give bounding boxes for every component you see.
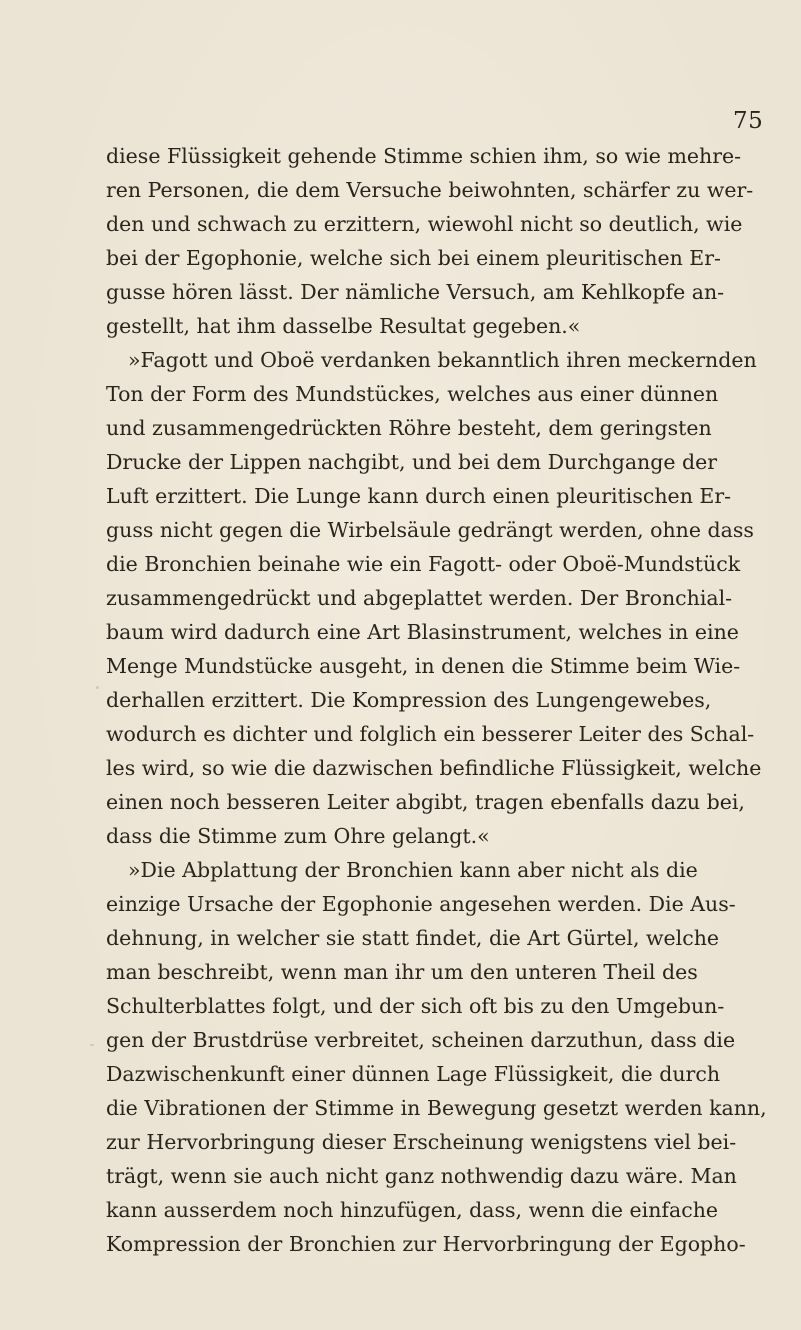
text-line: die Vibrationen der Stimme in Bewegung gesetzt werden kann,: [106, 1096, 767, 1120]
text-line: trägt, wenn sie auch nicht ganz nothwendig dazu wäre. Man: [106, 1164, 737, 1188]
text-line: gestellt, hat ihm dasselbe Resultat gegeben.«: [106, 314, 581, 338]
text-line: die Bronchien beinahe wie ein Fagott- oder Oboë-Mundstück: [106, 552, 741, 576]
text-line: »Die Abplattung der Bronchien kann aber nicht als die: [128, 858, 698, 882]
text-line: Dazwischenkunft einer dünnen Lage Flüssigkeit, die durch: [106, 1062, 721, 1086]
text-line: diese Flüssigkeit gehende Stimme schien ihm, so wie mehre-: [106, 144, 742, 168]
text-line: les wird, so wie die dazwischen befindliche Flüssigkeit, welche: [106, 756, 762, 780]
text-line: Drucke der Lippen nachgibt, und bei dem Durchgange der: [106, 450, 718, 474]
text-line: »Fagott und Oboë verdanken bekanntlich ihren meckernden: [128, 348, 757, 372]
text-line: einzige Ursache der Egophonie angesehen werden. Die Aus-: [106, 892, 736, 916]
text-line: dass die Stimme zum Ohre gelangt.«: [106, 824, 490, 848]
text-line: derhallen erzittert. Die Kompression des Lungengewebes,: [106, 688, 712, 712]
text-line: zusammengedrückt und abgeplattet werden. Der Bronchial-: [106, 586, 733, 610]
text-line: ren Personen, die dem Versuche beiwohnten, schärfer zu wer-: [106, 178, 754, 202]
text-line: Ton der Form des Mundstückes, welches aus einer dünnen: [106, 382, 719, 406]
text-line: bei der Egophonie, welche sich bei einem pleuritischen Er-: [106, 246, 721, 270]
text-line: dehnung, in welcher sie statt findet, die Art Gürtel, welche: [106, 926, 720, 950]
text-line: gen der Brustdrüse verbreitet, scheinen darzuthun, dass die: [106, 1028, 736, 1052]
body-text: [106, 139, 767, 1261]
text-line: Luft erzittert. Die Lunge kann durch einen pleuritischen Er-: [106, 484, 732, 508]
text-line: zur Hervorbringung dieser Erscheinung wenigstens viel bei-: [106, 1130, 737, 1154]
text-line: Kompression der Bronchien zur Hervorbringung der Egopho-: [106, 1232, 746, 1256]
text-line: baum wird dadurch eine Art Blasinstrument, welches in eine: [106, 620, 739, 644]
paper-speck: [96, 686, 99, 689]
text-line: einen noch besseren Leiter abgibt, tragen ebenfalls dazu bei,: [106, 790, 745, 814]
text-line: Schulterblattes folgt, und der sich oft bis zu den Umgebun-: [106, 994, 725, 1018]
text-line: man beschreibt, wenn man ihr um den unteren Theil des: [106, 960, 698, 984]
text-line: guss nicht gegen die Wirbelsäule gedrängt werden, ohne dass: [106, 518, 754, 542]
text-line: wodurch es dichter und folglich ein besserer Leiter des Schal-: [106, 722, 755, 746]
text-line: Menge Mundstücke ausgeht, in denen die Stimme beim Wie-: [106, 654, 741, 678]
text-line: gusse hören lässt. Der nämliche Versuch, am Kehlkopfe an-: [106, 280, 725, 304]
text-line: den und schwach zu erzittern, wiewohl nicht so deutlich, wie: [106, 212, 743, 236]
paper-speck: [90, 1044, 94, 1046]
page-number: 75: [733, 108, 764, 134]
text-line: kann ausserdem noch hinzufügen, dass, wenn die einfache: [106, 1198, 719, 1222]
text-line: und zusammengedrückten Röhre besteht, dem geringsten: [106, 416, 712, 440]
